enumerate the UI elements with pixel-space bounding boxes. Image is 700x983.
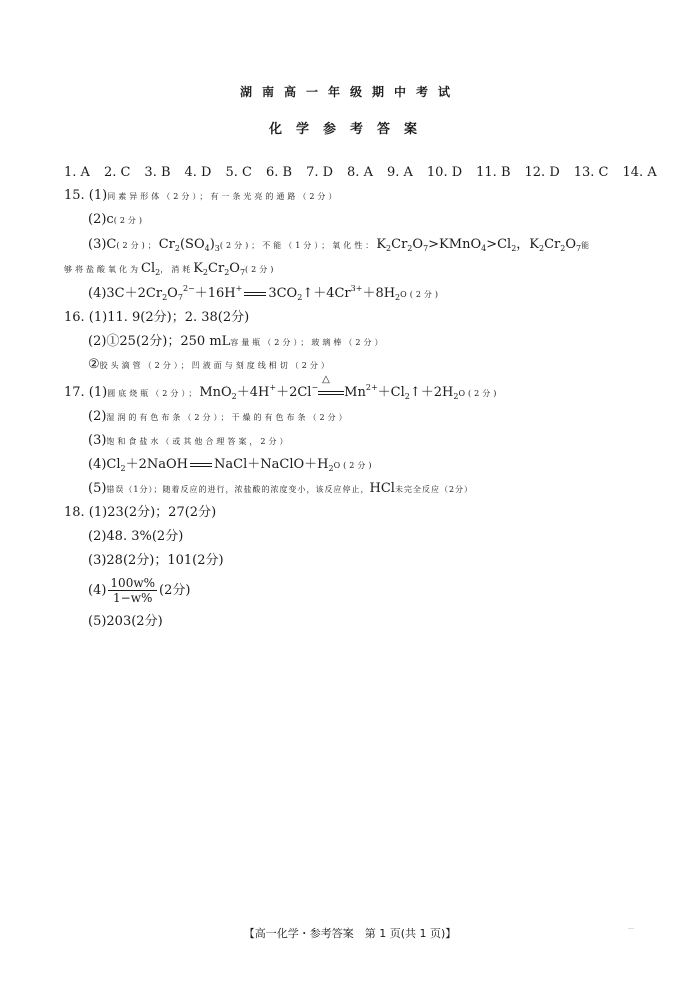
- q17-line2: (2)湿润的有色布条（2分）；干燥的有色布条（2分）: [88, 409, 350, 424]
- q18-line2: (2)48. 3%(2分): [88, 529, 184, 544]
- mc-answer: 5. C: [225, 165, 252, 180]
- mc-answer: 1. A: [64, 165, 90, 180]
- q17-line1: 17. (1)圆底烧瓶（2分）；MnO$_2$＋4H+＋2Cl− △ $Mn^{2+}+Cl_2↑+2H_2O(2$分): [64, 374, 500, 401]
- q18-line4: (4) $\frac{100w\%}{1-w\%}$ (2分): [88, 576, 191, 605]
- mc-answer: 6. B: [265, 165, 293, 180]
- mc-answer: 8. A: [347, 165, 373, 180]
- q18-line3: (3)28(2分)；101(2分): [88, 553, 224, 568]
- mc-answer: 9. A: [386, 165, 413, 180]
- q18-line1: 18. (1)23(2分)；27(2分): [64, 505, 217, 520]
- q15-line3: (3)C(2分)；$Cr_2(SO_4)_3(2$分)；不能（1分）；氧化性：$K_2Cr_2O_7>KMnO_4>Cl_2$，$K_2Cr_2O_7$能: [88, 237, 593, 253]
- answer-key-title: 化学参考答案: [268, 122, 431, 137]
- q15-line2: (2)c(2分): [88, 212, 146, 227]
- mc-answer: 7. D: [306, 165, 334, 180]
- mc-answer: 3. B: [144, 165, 171, 180]
- mc-answer: 10. D: [426, 165, 463, 180]
- multiple-choice-answers: [64, 165, 671, 181]
- q16-line1: 16. (1)11. 9(2分)；2. 38(2分): [64, 310, 250, 325]
- exam-title: 湖南高一年级期中考试: [239, 85, 460, 99]
- mc-answer: 14. A: [622, 165, 657, 180]
- q15-line1: 15. (1)同素异形体（2分）；有一条光亮的通路（2分）: [64, 188, 340, 203]
- mc-answer: 11. B: [476, 165, 511, 180]
- mc-answer: 12. D: [524, 165, 560, 180]
- q17-line3: (3)饱和食盐水（或其他合理答案，2分）: [88, 433, 291, 448]
- q15-line5: $(4)3C+2Cr_2O_7^{2-}+16H^+$ $3CO_2↑+4Cr^{3+}+8H_2O(2$分): [88, 284, 442, 302]
- q15-line4: 够将盐酸氧化为$Cl_2$，消耗$K_2Cr_2O_7(2$分): [64, 261, 277, 277]
- reaction-equals-sign: [190, 463, 212, 467]
- q16-line3: ②胶头滴管（2分）；凹液面与刻度线相切（2分）: [88, 357, 332, 372]
- fraction: $\frac{100w\%}{1-w\%}$: [110, 576, 155, 605]
- q17-line4: $(4)Cl_2+2NaOH$ $NaCl+NaClO+H_2O(2$分): [88, 457, 375, 473]
- mc-answer: 2. C: [103, 165, 131, 180]
- q16-line2: (2)①25(2分)；250 mL容量瓶（2分）；玻璃棒（2分）: [88, 334, 386, 349]
- mc-answer: 13. C: [573, 165, 609, 180]
- q17-line5: (5)错误（1分）；随着反应的进行，浓盐酸的浓度变小，该反应停止，HCl未完全反应（2分）: [88, 481, 474, 496]
- q18-line5: (5)203(2分): [88, 614, 163, 629]
- reaction-equals-sign: [244, 292, 266, 296]
- corner-mark: …: [628, 924, 634, 931]
- mc-answer: 4. D: [184, 165, 212, 180]
- heating-reaction-sign: △: [318, 385, 344, 401]
- page-footer: 【高一化学・参考答案 第 1 页(共 1 页)】: [243, 927, 457, 940]
